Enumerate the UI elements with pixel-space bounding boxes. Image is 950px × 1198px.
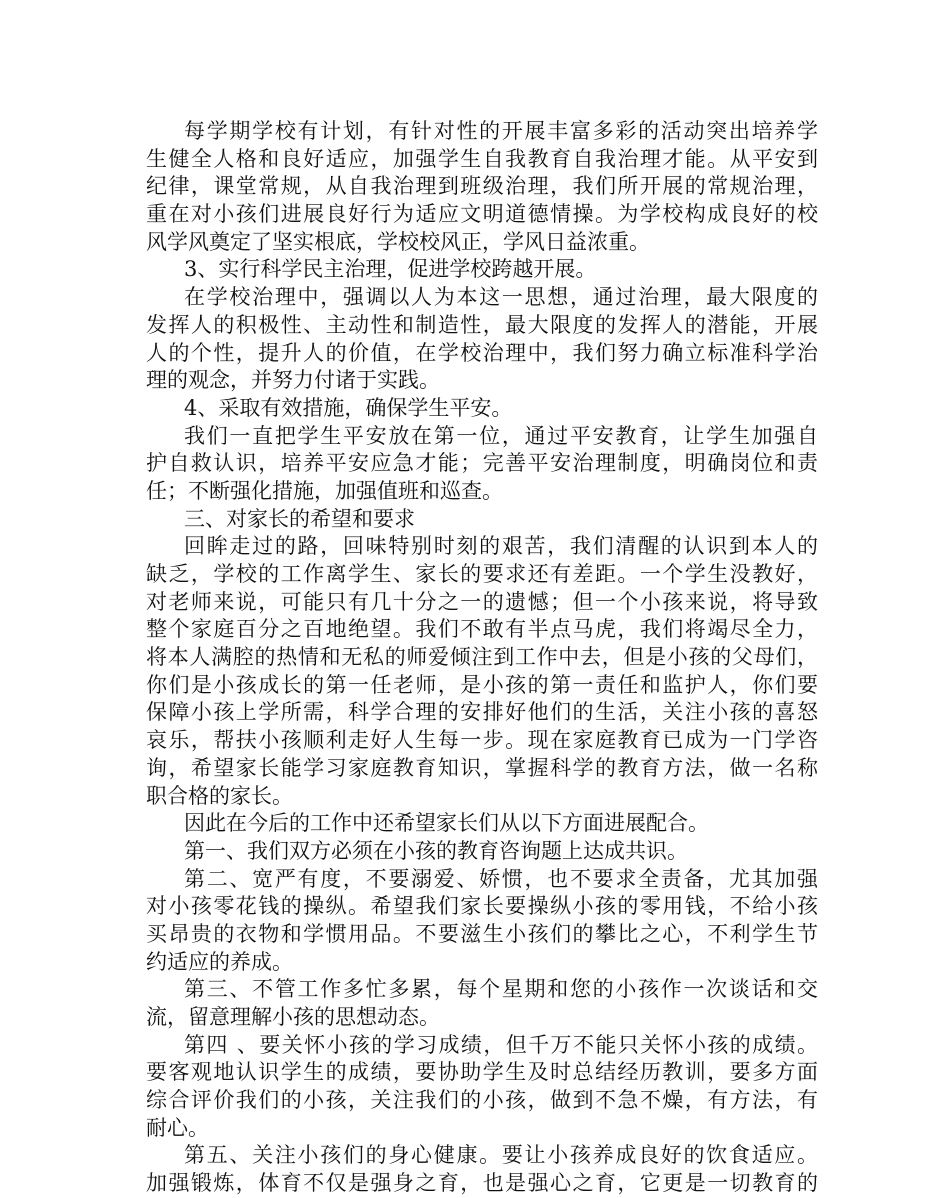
text-line: 任；不断强化措施，加强值班和巡查。 bbox=[146, 478, 503, 503]
text-line: 风学风奠定了坚实根底，学校校风正，学风日益浓重。 bbox=[146, 229, 650, 254]
text-line: 每学期学校有计划，有针对性的开展丰富多彩的活动突出培养学 bbox=[184, 119, 818, 143]
text-line: 三、对家长的希望和要求 bbox=[184, 506, 415, 531]
document-body bbox=[146, 118, 818, 1198]
text-line: 整个家庭百分之百地绝望。我们不敢有半点马虎，我们将竭尽全力， bbox=[146, 617, 818, 642]
text-line: 你们是小孩成长的第一任老师，是小孩的第一责任和监护人，你们要 bbox=[146, 672, 818, 697]
text-line: 纪律，课堂常规，从自我治理到班级治理，我们所开展的常规治理， bbox=[146, 174, 818, 199]
text-line: 在学校治理中，强调以人为本这一思想，通过治理，最大限度的 bbox=[184, 285, 818, 310]
text-line: 缺乏，学校的工作离学生、家长的要求还有差距。一个学生没教好， bbox=[146, 562, 818, 586]
text-line: 保障小孩上学所需，科学合理的安排好他们的生活，关注小孩的喜怒 bbox=[146, 700, 818, 725]
text-line: 第三、不管工作多忙多累，每个星期和您的小孩作一次谈话和交 bbox=[184, 977, 818, 1002]
text-line: 对小孩零花钱的操纵。希望我们家长要操纵小孩的零用钱，不给小孩 bbox=[146, 894, 818, 919]
text-line: 发挥人的积极性、主动性和制造性，最大限度的发挥人的潜能，开展 bbox=[146, 312, 818, 337]
text-line: 3、实行科学民主治理，促进学校跨越开展。 bbox=[184, 257, 597, 282]
text-line: 对老师来说，可能只有几十分之一的遗憾；但一个小孩来说，将导致 bbox=[146, 589, 818, 614]
text-line: 约适应的养成。 bbox=[146, 949, 293, 974]
text-line: 要客观地认识学生的成绩，要协助学生及时总结经历教训，要多方面 bbox=[146, 1060, 818, 1085]
text-line: 第五、关注小孩们的身心健康。要让小孩养成良好的饮食适应。 bbox=[184, 1143, 818, 1168]
text-line: 耐心。 bbox=[146, 1115, 209, 1140]
text-line: 生健全人格和良好适应，加强学生自我教育自我治理才能。从平安到 bbox=[146, 146, 818, 171]
text-line: 综合评价我们的小孩，关注我们的小孩，做到不急不燥，有方法，有 bbox=[146, 1088, 818, 1113]
text-line: 加强锻炼，体育不仅是强身之育，也是强心之育，它更是一切教育的 bbox=[146, 1171, 818, 1196]
text-line: 4、采取有效措施，确保学生平安。 bbox=[184, 395, 513, 420]
text-line: 理的观念，并努力付诸于实践。 bbox=[146, 368, 440, 393]
text-line: 因此在今后的工作中还希望家长们从以下方面进展配合。 bbox=[184, 811, 709, 836]
text-line: 重在对小孩们进展良好行为适应文明道德情操。为学校构成良好的校 bbox=[146, 202, 818, 227]
text-line: 护自救认识，培养平安应急才能；完善平安治理制度，明确岗位和责 bbox=[146, 451, 818, 476]
text-line: 第二、宽严有度，不要溺爱、娇惯，也不要求全责备，尤其加强 bbox=[184, 866, 818, 891]
text-line: 将本人满腔的热情和无私的师爱倾注到工作中去，但是小孩的父母们， bbox=[146, 645, 818, 670]
text-line: 第一、我们双方必须在小孩的教育咨询题上达成共识。 bbox=[184, 838, 688, 863]
text-line: 买昂贵的衣物和学惯用品。不要滋生小孩们的攀比之心，不利学生节 bbox=[146, 921, 818, 946]
text-line: 职合格的家长。 bbox=[146, 783, 293, 808]
text-line: 哀乐，帮扶小孩顺利走好人生每一步。现在家庭教育已成为一门学咨 bbox=[146, 728, 818, 753]
text-line: 流，留意理解小孩的思想动态。 bbox=[146, 1005, 440, 1029]
text-line: 第四 、要关怀小孩的学习成绩，但千万不能只关怀小孩的成绩。 bbox=[184, 1032, 818, 1057]
text-line: 回眸走过的路，回味特别时刻的艰苦，我们清醒的认识到本人的 bbox=[184, 534, 818, 559]
text-line: 我们一直把学生平安放在第一位，通过平安教育，让学生加强自 bbox=[184, 423, 818, 448]
text-line: 人的个性，提升人的价值，在学校治理中，我们努力确立标准科学治 bbox=[146, 340, 818, 365]
text-line: 询，希望家长能学习家庭教育知识，掌握科学的教育方法，做一名称 bbox=[146, 755, 818, 780]
